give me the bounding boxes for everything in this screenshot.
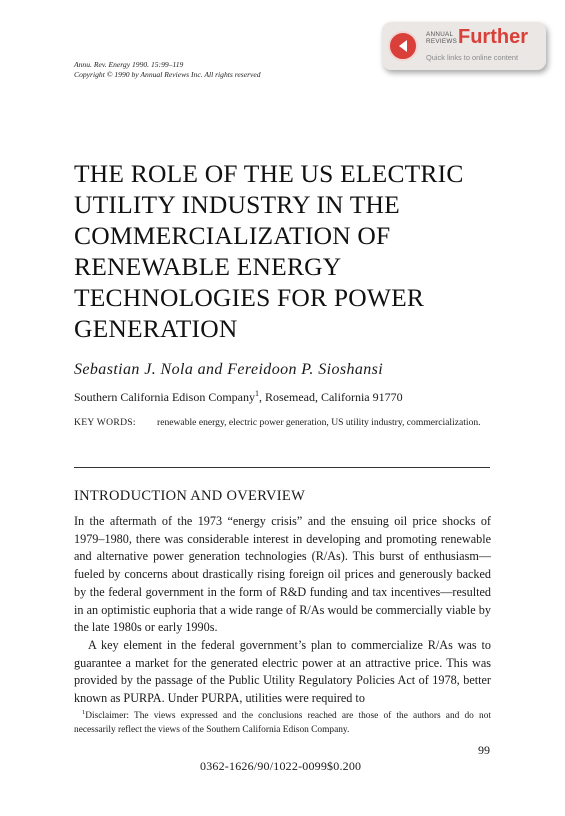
affiliation-location: , Rosemead, California 91770 — [258, 390, 403, 404]
article-title — [74, 158, 514, 344]
footnote — [74, 706, 491, 737]
title-line: RENEWABLE ENERGY — [74, 252, 342, 281]
body-paragraph: A key element in the federal government’s plan to commercialize R/As was to guarantee a market for the generated electric power at an attractive price. This was provided by the passage of the Public Utility Regulatory Policies Act of 1978, better known as PURPA. Under PURPA, utilities were required to — [74, 637, 491, 706]
title-line: THE ROLE OF THE US ELECTRIC — [74, 159, 464, 188]
footnote-marker[interactable]: 1 — [254, 389, 259, 398]
author-affiliation — [74, 389, 403, 405]
title-line: COMMERCIALIZATION OF — [74, 221, 391, 250]
section-body — [74, 513, 491, 708]
badge-annual-text: ANNUAL — [426, 31, 454, 38]
title-line: UTILITY INDUSTRY IN THE — [74, 190, 400, 219]
key-words: renewable energy, electric power generation, US utility industry, commercialization. — [157, 417, 481, 428]
journal-copyright: Copyright © 1990 by Annual Reviews Inc. All rights reserved — [74, 70, 261, 79]
further-badge[interactable] — [382, 22, 546, 70]
arrow-left-icon — [388, 31, 418, 61]
badge-publisher — [426, 31, 457, 45]
title-line: TECHNOLOGIES FOR POWER — [74, 283, 425, 312]
badge-subtitle: Quick links to online content — [426, 53, 519, 62]
footnote-text: Disclaimer: The views expressed and the conclusions reached are those of the authors and do not necessarily reflect the views of the Southern California Edison Company. — [74, 711, 491, 736]
badge-further-text: Further — [458, 26, 528, 48]
journal-citation: Annu. Rev. Energy 1990. 15:99–119 — [74, 60, 184, 69]
badge-reviews-text: REVIEWS — [426, 38, 458, 45]
article-authors: Sebastian J. Nola and Fereidoon P. Sioshansi — [74, 361, 384, 378]
journal-citation-block — [74, 60, 261, 80]
affiliation-name: Southern California Edison Company — [74, 390, 255, 404]
section-heading: INTRODUCTION AND OVERVIEW — [74, 488, 306, 504]
section-divider — [74, 467, 490, 468]
title-line: GENERATION — [74, 314, 238, 343]
body-paragraph: In the aftermath of the 1973 “energy crisis” and the ensuing oil price shocks of 1979–1980, there was considerable interest in developing and promoting renewable and alternative power generation technologies (R/As). This burst of enthusiasm—fueled by concerns about drastically rising foreign oil prices and generously backed by the federal government in the form of R&D funding and tax incentives—resulted in an optimistic euphoria that a wide range of R/As would be commercially viable by the late 1980s or early 1990s. — [74, 514, 491, 635]
key-words-label: KEY WORDS: — [74, 417, 136, 428]
footnote-mark: 1 — [82, 709, 86, 716]
page-number: 99 — [478, 743, 490, 757]
article-code: 0362-1626/90/1022-0099$0.200 — [200, 759, 362, 773]
